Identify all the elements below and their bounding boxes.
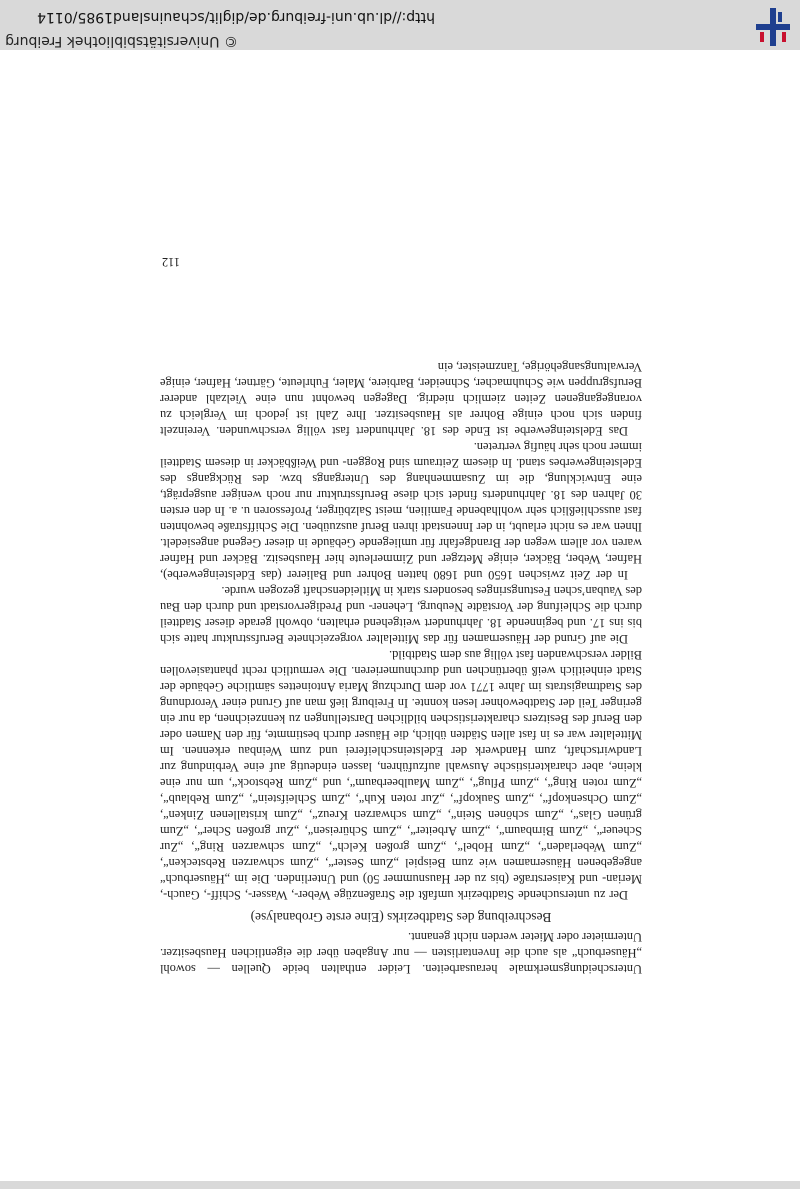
paragraph-period: In der Zeit zwischen 1650 und 1680 hatten Bohrer und Balierer (das Edelsteingewerbe), Hafner, Weber, Bäcker, einige Metzger und Zimmerleute hier Hausbesitz. Bäcker und Hafner waren vor allem wegen der Brandgefahr für umliegende Gebäude in dieser Gegend angesiedelt. Ihnen war es nicht erlaubt, in der Innenstadt ihren Beruf auszuüben. Die Schiffstraße bewohnten fast ausschließlich sehr wohlhabende Familien, meist Salzbürger, Professoren u. a. In den ersten 30 Jahren des 18. Jahrhunderts findet sich diese Berufsstruktur nur noch weniger ausgeprägt, eine Entwicklung, die im Zusammenhang des Untergangs bzw. des Rückgangs des Edelsteingewerbes stand. In diesem Zeitraum sind Roggen- und Weißbäcker in diesem Stadtteil immer noch sehr häufig vertreten. bbox=[160, 440, 642, 582]
top-band bbox=[0, 1181, 800, 1189]
paragraph-decline: Das Edelsteingewerbe ist Ende des 18. Jahrhundert fast völlig verschwunden. Vereinzelt finden sich noch einige Bohrer als Hausbesitzer. Ihre Zahl ist jedoch im Vergleich zu vorangegangenen Zeiten ziemlich niedrig. Dagegen bewohnt nun eine Vielzahl anderer Berufsgruppen wie Schuhmacher, Schneider, Barbiere, Maler, Fuhrleute, Gärtner, Hafner, einige Verwaltungsangehörige, Tanzmeister, ein bbox=[160, 360, 642, 438]
document-page bbox=[0, 50, 800, 1189]
footer-bar bbox=[0, 0, 800, 50]
source-url-link[interactable]: http://dl.ub.uni-freiburg.de/diglit/schauinsland1985/0114 bbox=[37, 9, 435, 25]
ub-freiburg-logo-icon bbox=[752, 6, 794, 48]
paragraph-district: Der zu untersuchende Stadtbezirk umfaßt die Straßenzüge Weber-, Wasser-, Schiff-, Gauch-, Merian- und Kaiserstraße (bis zu der Hausnummer 50) und Unterlinden. Die im „Häuserbuch“ angegebenen Häusernamen wie zum Beispiel „Zum Sester“, „Zum schwarzen Rebstecken“, „Zum Weberladen“, „Zum Hobel“, „Zum großen Kelch“, „Zum schwarzen Ring“, „Zur Scheuer“, „Zum Birnbaum“, „Zum Arbeiter“, „Zum Schüreisen“, „Zur großen Scher“, „Zum grünen Glas“, „Zum schönen Stein“, „Zum schwarzen Kreuz“, „Zum kristallenen Zinken“, „Zum Ochsenkopf“, „Zum Saukopf“, „Zur roten Kuh“, „Zum Schleifstein“, „Zum Reblaub“, „Zum roten Ring“, „Zum Pflug“, „Zum Maulbeerbaum“, und „Zum Rebstock“, um nur eine kleine, aber charakteristische Auswahl aufzuführen, lassen eindeutig auf eine Verbindung zur Landwirtschaft, zum Handwerk der Edelsteinschleiferei und zum Weinbau erkennen. Im Mittelalter war es in fast allen Städten üblich, die Häuser durch bestimmte, für den Namen oder den Beruf des Besitzers charakteristischen bildlichen Darstellungen zu kennzeichnen, da nur ein geringer Teil der Stadtbewohner lesen konnte. In Freiburg ließ man auf Grund einer Verordnung des Stadtmagistrats im Jahre 1771 vor dem Durchzug Maria Antoinettes sämtliche Gebäude der Stadt einheitlich weiß übertünchen und durchnumerieren. Die vermutlich recht phantasievollen Bilder verschwanden fast völlig aus dem Stadtbild. bbox=[160, 648, 642, 902]
page-number: 112 bbox=[161, 255, 180, 269]
paragraph-structure: Die auf Grund der Häusernamen für das Mittelalter vorgezeichnete Berufsstruktur hatte sich bis ins 17. und beginnende 18. Jahrhundert weitgehend erhalten, obwohl gerade dieser Stadtteil durch die Schleifung der Vorstädte Neuburg, Lehener- und Predigervorstadt und durch den Bau des Vauban’schen Festungsringes besonders stark in Mitleidenschaft gezogen wurde. bbox=[160, 584, 642, 646]
paragraph-intro: Unterscheidungsmerkmale herausarbeiten. Leider enthalten beide Quellen — sowohl „Häuserbuch“ als auch die Inventarlisten — nur Angaben über die eigentlichen Hausbesitzer. Untermieter oder Mieter werden nicht genannt. bbox=[160, 930, 642, 976]
section-heading: Beschreibung des Stadtbezirks (Eine erste Grobanalyse) bbox=[250, 910, 552, 925]
body-text bbox=[160, 359, 642, 977]
copyright-text: © Universitätsbibliothek Freiburg bbox=[5, 33, 238, 49]
